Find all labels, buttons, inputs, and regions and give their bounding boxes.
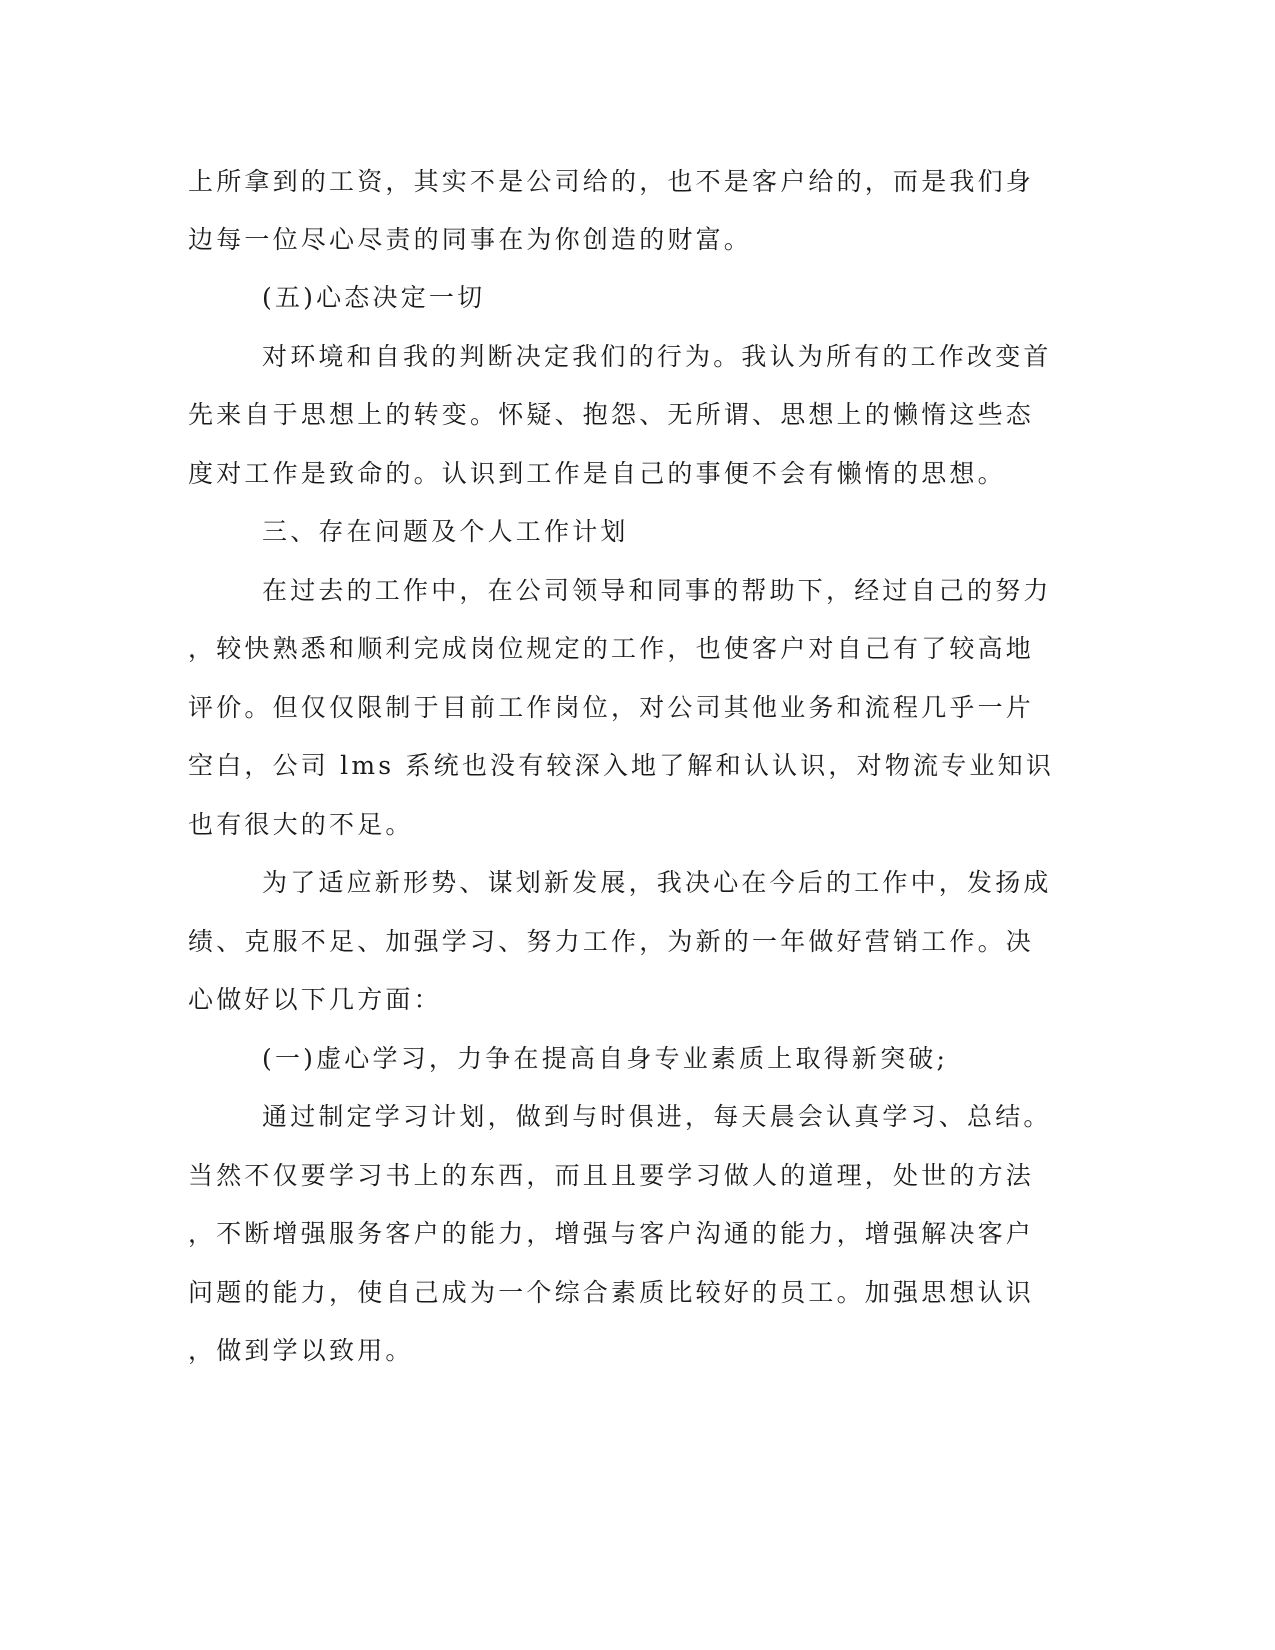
section-heading: (一)虚心学习，力争在提高自身专业素质上取得新突破;	[262, 1044, 949, 1073]
text-line: 对环境和自我的判断决定我们的行为。我认为所有的工作改变首	[262, 342, 1052, 371]
section-heading: 三、存在问题及个人工作计划	[262, 517, 629, 546]
text-line: 空白，公司 lms 系统也没有较深入地了解和认认识，对物流专业知识	[188, 751, 1055, 780]
text-line: 问题的能力，使自己成为一个综合素质比较好的员工。加强思想认识	[188, 1278, 1035, 1307]
text-line: 边每一位尽心尽责的同事在为你创造的财富。	[188, 225, 753, 254]
text-line: 上所拿到的工资，其实不是公司给的，也不是客户给的，而是我们身	[188, 167, 1035, 196]
text-line: 度对工作是致命的。认识到工作是自己的事便不会有懒惰的思想。	[188, 459, 1006, 488]
text-line: ，做到学以致用。	[188, 1336, 414, 1365]
text-line: 心做好以下几方面：	[188, 985, 442, 1014]
text-line: 为了适应新形势、谋划新发展，我决心在今后的工作中，发扬成	[262, 868, 1052, 897]
section-heading: (五)心态决定一切	[262, 283, 486, 312]
text-line: 绩、克服不足、加强学习、努力工作，为新的一年做好营销工作。决	[188, 927, 1035, 956]
text-line: 先来自于思想上的转变。怀疑、抱怨、无所谓、思想上的懒惰这些态	[188, 400, 1035, 429]
text-line: ，不断增强服务客户的能力，增强与客户沟通的能力，增强解决客户	[188, 1219, 1035, 1248]
text-line: 也有很大的不足。	[188, 810, 414, 839]
text-line: 评价。但仅仅限制于目前工作岗位，对公司其他业务和流程几乎一片	[188, 693, 1035, 722]
text-line: 通过制定学习计划，做到与时俱进，每天晨会认真学习、总结。	[262, 1102, 1052, 1131]
text-line: 在过去的工作中，在公司领导和同事的帮助下，经过自己的努力	[262, 576, 1052, 605]
text-line: 当然不仅要学习书上的东西，而且且要学习做人的道理，处世的方法	[188, 1161, 1035, 1190]
text-line: ，较快熟悉和顺利完成岗位规定的工作，也使客户对自己有了较高地	[188, 634, 1035, 663]
